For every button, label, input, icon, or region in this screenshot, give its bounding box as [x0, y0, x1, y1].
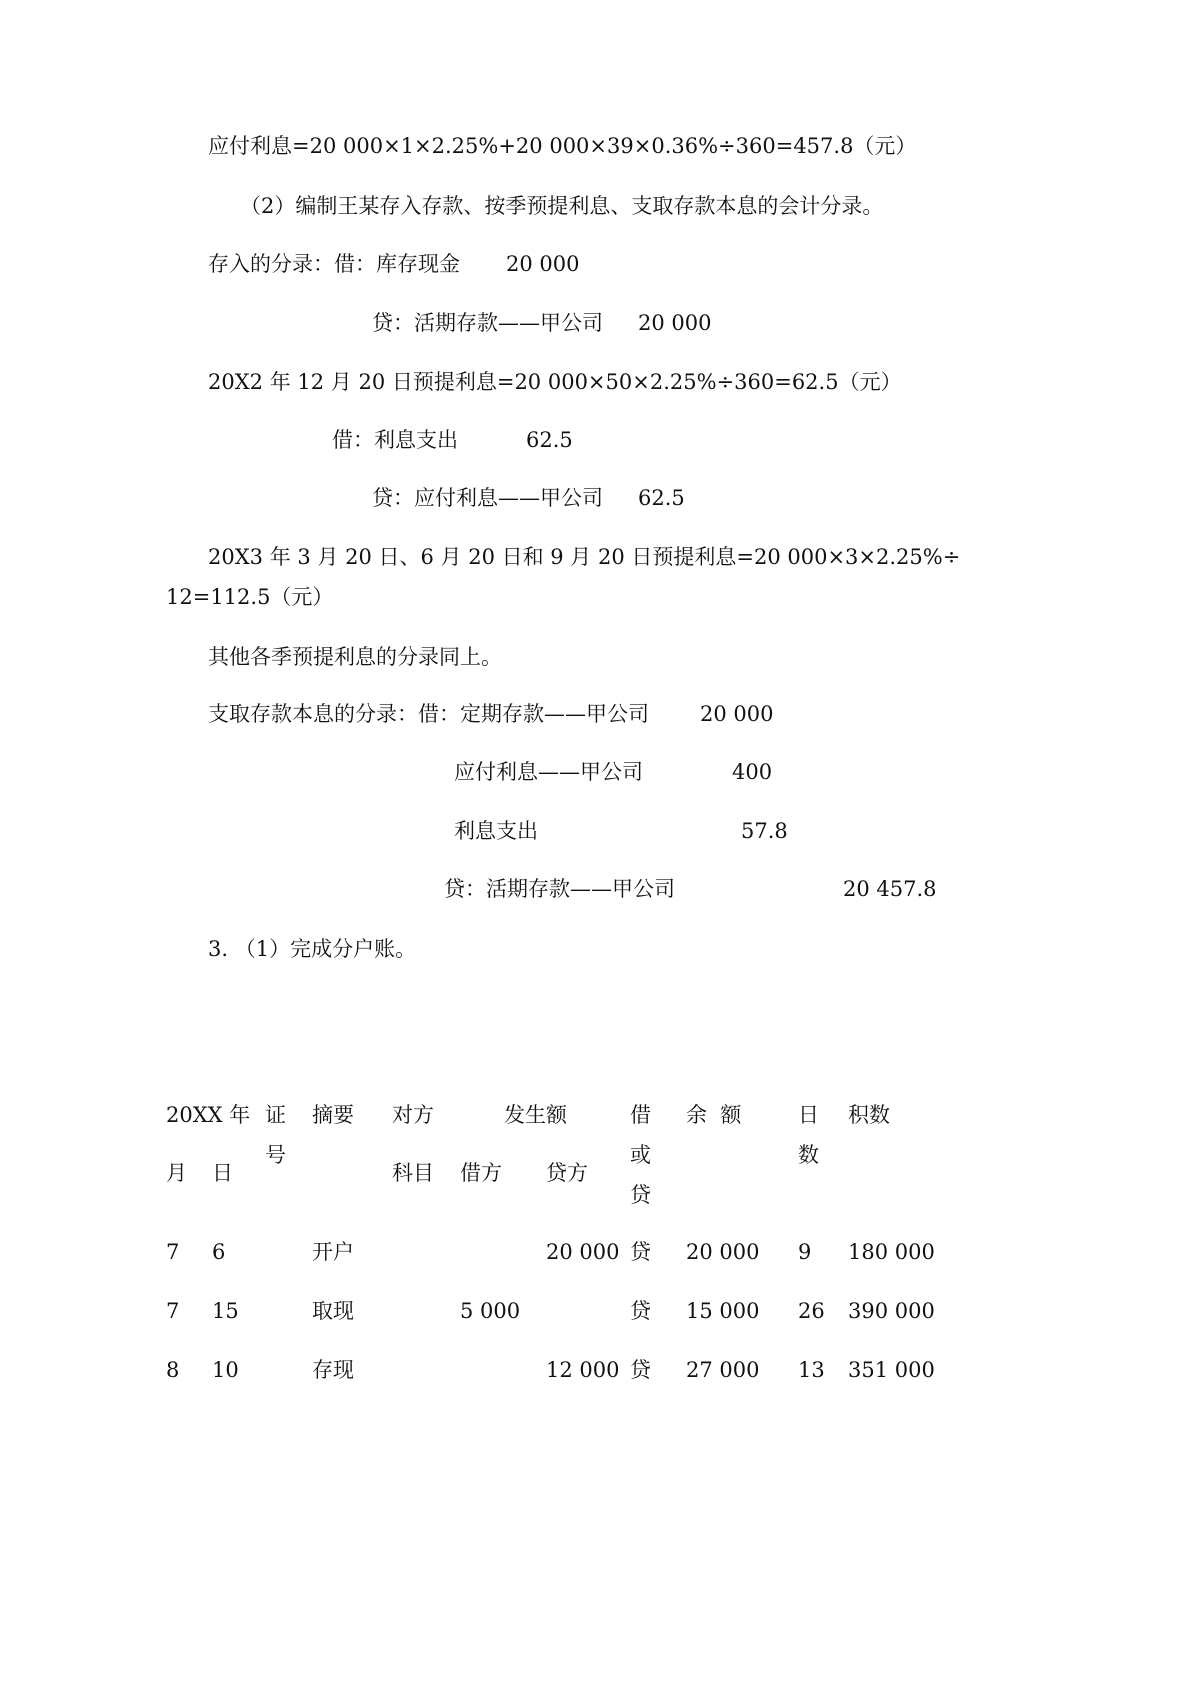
other-quarters-note: 其他各季预提利息的分录同上。 — [208, 645, 502, 669]
ledger-row-3-summary: 存现 — [312, 1358, 354, 1382]
ledger-header-credit: 贷方 — [546, 1161, 588, 1185]
ledger-row-2-days: 26 — [798, 1299, 825, 1323]
ledger-row-2-dc: 贷 — [630, 1299, 651, 1323]
ledger-row-1-dc: 贷 — [630, 1240, 651, 1264]
deposit-entry-debit-amount: 20 000 — [506, 252, 580, 276]
ledger-header-amount: 发生额 — [504, 1103, 567, 1127]
ledger-row-2-debit: 5 000 — [460, 1299, 521, 1323]
ledger-header-dc: 借 — [630, 1103, 651, 1127]
ledger-row-1-credit: 20 000 — [546, 1240, 620, 1264]
ledger-row-3-dc: 贷 — [630, 1358, 651, 1382]
ledger-header-year: 20XX 年 — [166, 1103, 251, 1127]
ledger-header-counter-account: 对方 — [392, 1103, 434, 1127]
withdraw-entry-credit-label: 贷：活期存款——甲公司 — [444, 877, 675, 901]
ledger-header-debit: 借方 — [460, 1161, 502, 1185]
quarterly-accrual-formula: 20X3 年 3 月 20 日、6 月 20 日和 9 月 20 日预提利息=20 000×3×2.25%÷ — [208, 545, 961, 569]
interest-payable-formula: 应付利息=20 000×1×2.25%+20 000×39×0.36%÷360=457.8（元） — [208, 134, 917, 158]
ledger-header-balance: 余 额 — [686, 1103, 742, 1127]
ledger-row-3-month: 8 — [166, 1358, 180, 1382]
ledger-header-day: 日 — [212, 1161, 233, 1185]
withdraw-entry-debit-label: 支取存款本息的分录：借：定期存款——甲公司 — [208, 702, 649, 726]
deposit-entry-credit-label: 贷：活期存款——甲公司 — [372, 311, 603, 335]
ledger-header-counter-account-2: 科目 — [392, 1161, 434, 1185]
withdraw-entry-interest-expense-label: 利息支出 — [454, 819, 538, 843]
withdraw-entry-credit-amount: 20 457.8 — [843, 877, 937, 901]
ledger-row-1-day: 6 — [212, 1240, 226, 1264]
ledger-row-3-product: 351 000 — [848, 1358, 935, 1382]
accrual-formula-2012: 20X2 年 12 月 20 日预提利息=20 000×50×2.25%÷360=62.5（元） — [208, 370, 902, 394]
accrual-credit-amount: 62.5 — [638, 486, 685, 510]
ledger-row-2-summary: 取现 — [312, 1299, 354, 1323]
accrual-debit-amount: 62.5 — [526, 428, 573, 452]
ledger-row-2-balance: 15 000 — [686, 1299, 760, 1323]
ledger-header-days: 日 — [798, 1103, 819, 1127]
ledger-header-voucher-2: 号 — [265, 1143, 286, 1167]
ledger-row-1-product: 180 000 — [848, 1240, 935, 1264]
ledger-row-3-day: 10 — [212, 1358, 239, 1382]
ledger-header-summary: 摘要 — [312, 1103, 354, 1127]
ledger-header-product: 积数 — [848, 1103, 890, 1127]
accrual-debit-label: 借：利息支出 — [332, 428, 458, 452]
ledger-header-dc-2: 或 — [630, 1143, 651, 1167]
ledger-row-3-days: 13 — [798, 1358, 825, 1382]
section-heading-2: （2）编制王某存入存款、按季预提利息、支取存款本息的会计分录。 — [240, 194, 884, 218]
quarterly-accrual-result: 12=112.5（元） — [166, 585, 334, 609]
ledger-row-3-credit: 12 000 — [546, 1358, 620, 1382]
ledger-header-dc-3: 贷 — [630, 1183, 651, 1207]
withdraw-entry-interest-expense-amount: 57.8 — [741, 819, 788, 843]
ledger-row-3-balance: 27 000 — [686, 1358, 760, 1382]
withdraw-entry-interest-payable-amount: 400 — [732, 760, 773, 784]
ledger-row-1-days: 9 — [798, 1240, 812, 1264]
ledger-header-month: 月 — [166, 1161, 187, 1185]
section-heading-3: 3. （1）完成分户账。 — [208, 937, 417, 961]
withdraw-entry-interest-payable-label: 应付利息——甲公司 — [454, 760, 643, 784]
ledger-row-2-product: 390 000 — [848, 1299, 935, 1323]
ledger-row-2-day: 15 — [212, 1299, 239, 1323]
ledger-header-voucher: 证 — [265, 1103, 286, 1127]
ledger-row-2-month: 7 — [166, 1299, 180, 1323]
accrual-credit-label: 贷：应付利息——甲公司 — [372, 486, 603, 510]
ledger-header-days-2: 数 — [798, 1143, 819, 1167]
ledger-row-1-summary: 开户 — [312, 1240, 354, 1264]
withdraw-entry-debit-amount: 20 000 — [700, 702, 774, 726]
deposit-entry-credit-amount: 20 000 — [638, 311, 712, 335]
ledger-row-1-balance: 20 000 — [686, 1240, 760, 1264]
ledger-row-1-month: 7 — [166, 1240, 180, 1264]
deposit-entry-debit-label: 存入的分录：借：库存现金 — [208, 252, 460, 276]
